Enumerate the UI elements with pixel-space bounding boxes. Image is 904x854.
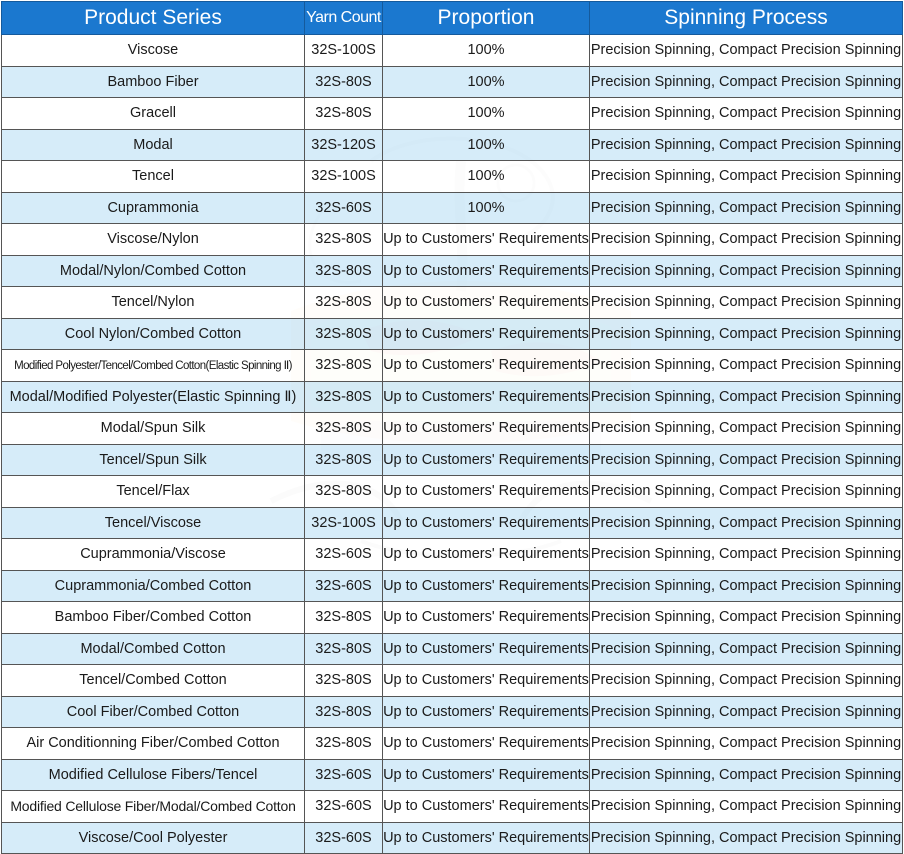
table-row bbox=[2, 255, 903, 287]
proportion-cell: Up to Customers' Requirements bbox=[383, 570, 590, 602]
process-cell: Precision Spinning, Compact Precision Spinning bbox=[590, 98, 903, 130]
proportion-cell: Up to Customers' Requirements bbox=[383, 539, 590, 571]
yarn-count-cell: 32S-80S bbox=[305, 350, 383, 382]
product-cell: Modal/Spun Silk bbox=[2, 413, 305, 445]
table-row bbox=[2, 98, 903, 130]
table-row bbox=[2, 318, 903, 350]
product-cell: Tencel bbox=[2, 161, 305, 193]
yarn-count-cell: 32S-80S bbox=[305, 696, 383, 728]
product-cell: Bamboo Fiber bbox=[2, 66, 305, 98]
product-cell: Air Conditionning Fiber/Combed Cotton bbox=[2, 728, 305, 760]
yarn-count-cell: 32S-100S bbox=[305, 161, 383, 193]
process-cell: Precision Spinning, Compact Precision Spinning bbox=[590, 161, 903, 193]
process-cell: Precision Spinning, Compact Precision Spinning bbox=[590, 350, 903, 382]
table-row bbox=[2, 759, 903, 791]
process-cell: Precision Spinning, Compact Precision Spinning bbox=[590, 192, 903, 224]
table-row bbox=[2, 728, 903, 760]
yarn-count-cell: 32S-100S bbox=[305, 507, 383, 539]
yarn-count-cell: 32S-80S bbox=[305, 287, 383, 319]
proportion-cell: Up to Customers' Requirements bbox=[383, 633, 590, 665]
product-cell: Viscose bbox=[2, 35, 305, 67]
yarn-count-cell: 32S-120S bbox=[305, 129, 383, 161]
yarn-count-cell: 32S-80S bbox=[305, 476, 383, 508]
table-row bbox=[2, 444, 903, 476]
process-cell: Precision Spinning, Compact Precision Spinning bbox=[590, 66, 903, 98]
table-row bbox=[2, 602, 903, 634]
yarn-count-cell: 32S-80S bbox=[305, 633, 383, 665]
proportion-cell: 100% bbox=[383, 161, 590, 193]
proportion-cell: Up to Customers' Requirements bbox=[383, 696, 590, 728]
process-cell: Precision Spinning, Compact Precision Spinning bbox=[590, 633, 903, 665]
product-cell: Modal/Combed Cotton bbox=[2, 633, 305, 665]
table-row bbox=[2, 350, 903, 382]
process-cell: Precision Spinning, Compact Precision Spinning bbox=[590, 539, 903, 571]
table-row bbox=[2, 696, 903, 728]
yarn-count-cell: 32S-80S bbox=[305, 665, 383, 697]
product-cell: Modified Cellulose Fiber/Modal/Combed Cotton bbox=[2, 791, 305, 823]
process-cell: Precision Spinning, Compact Precision Spinning bbox=[590, 570, 903, 602]
proportion-cell: Up to Customers' Requirements bbox=[383, 665, 590, 697]
proportion-cell: Up to Customers' Requirements bbox=[383, 318, 590, 350]
process-cell: Precision Spinning, Compact Precision Spinning bbox=[590, 602, 903, 634]
yarn-count-cell: 32S-60S bbox=[305, 759, 383, 791]
table-row bbox=[2, 633, 903, 665]
process-cell: Precision Spinning, Compact Precision Spinning bbox=[590, 318, 903, 350]
table-row bbox=[2, 287, 903, 319]
yarn-count-cell: 32S-80S bbox=[305, 255, 383, 287]
yarn-count-cell: 32S-60S bbox=[305, 192, 383, 224]
product-cell: Bamboo Fiber/Combed Cotton bbox=[2, 602, 305, 634]
table-row bbox=[2, 539, 903, 571]
product-cell: Cuprammonia bbox=[2, 192, 305, 224]
product-cell: Tencel/Spun Silk bbox=[2, 444, 305, 476]
product-cell: Modal bbox=[2, 129, 305, 161]
yarn-count-cell: 32S-80S bbox=[305, 318, 383, 350]
yarn-count-cell: 32S-100S bbox=[305, 35, 383, 67]
yarn-count-cell: 32S-60S bbox=[305, 822, 383, 854]
table-row bbox=[2, 66, 903, 98]
process-cell: Precision Spinning, Compact Precision Spinning bbox=[590, 35, 903, 67]
table-row bbox=[2, 381, 903, 413]
product-cell: Gracell bbox=[2, 98, 305, 130]
proportion-cell: Up to Customers' Requirements bbox=[383, 507, 590, 539]
yarn-count-cell: 32S-60S bbox=[305, 570, 383, 602]
product-cell: Tencel/Combed Cotton bbox=[2, 665, 305, 697]
table-header-row bbox=[2, 2, 903, 35]
process-cell: Precision Spinning, Compact Precision Spinning bbox=[590, 476, 903, 508]
table-row bbox=[2, 476, 903, 508]
proportion-cell: Up to Customers' Requirements bbox=[383, 444, 590, 476]
product-cell: Modal/Modified Polyester(Elastic Spinning Ⅱ) bbox=[2, 381, 305, 413]
proportion-cell: Up to Customers' Requirements bbox=[383, 791, 590, 823]
product-cell: Tencel/Nylon bbox=[2, 287, 305, 319]
table-row bbox=[2, 507, 903, 539]
product-cell: Modified Polyester/Tencel/Combed Cotton(Elastic Spinning Ⅱ) bbox=[2, 350, 305, 382]
yarn-count-cell: 32S-80S bbox=[305, 728, 383, 760]
table-row bbox=[2, 822, 903, 854]
header-product-series: Product Series bbox=[2, 2, 305, 35]
proportion-cell: Up to Customers' Requirements bbox=[383, 350, 590, 382]
product-cell: Viscose/Cool Polyester bbox=[2, 822, 305, 854]
yarn-count-cell: 32S-80S bbox=[305, 98, 383, 130]
process-cell: Precision Spinning, Compact Precision Spinning bbox=[590, 822, 903, 854]
proportion-cell: 100% bbox=[383, 192, 590, 224]
proportion-cell: Up to Customers' Requirements bbox=[383, 413, 590, 445]
yarn-count-cell: 32S-80S bbox=[305, 602, 383, 634]
table-row bbox=[2, 224, 903, 256]
proportion-cell: Up to Customers' Requirements bbox=[383, 255, 590, 287]
yarn-count-cell: 32S-60S bbox=[305, 791, 383, 823]
proportion-cell: Up to Customers' Requirements bbox=[383, 759, 590, 791]
product-cell: Tencel/Flax bbox=[2, 476, 305, 508]
header-yarn-count: Yarn Count bbox=[305, 2, 383, 35]
table-row bbox=[2, 791, 903, 823]
process-cell: Precision Spinning, Compact Precision Spinning bbox=[590, 255, 903, 287]
product-cell: Viscose/Nylon bbox=[2, 224, 305, 256]
table-row bbox=[2, 192, 903, 224]
yarn-count-cell: 32S-80S bbox=[305, 224, 383, 256]
spec-table-container bbox=[1, 1, 902, 852]
process-cell: Precision Spinning, Compact Precision Spinning bbox=[590, 791, 903, 823]
process-cell: Precision Spinning, Compact Precision Spinning bbox=[590, 224, 903, 256]
process-cell: Precision Spinning, Compact Precision Spinning bbox=[590, 413, 903, 445]
yarn-count-cell: 32S-80S bbox=[305, 381, 383, 413]
process-cell: Precision Spinning, Compact Precision Spinning bbox=[590, 444, 903, 476]
process-cell: Precision Spinning, Compact Precision Spinning bbox=[590, 759, 903, 791]
yarn-count-cell: 32S-60S bbox=[305, 539, 383, 571]
proportion-cell: Up to Customers' Requirements bbox=[383, 602, 590, 634]
process-cell: Precision Spinning, Compact Precision Spinning bbox=[590, 381, 903, 413]
process-cell: Precision Spinning, Compact Precision Spinning bbox=[590, 728, 903, 760]
product-cell: Cuprammonia/Viscose bbox=[2, 539, 305, 571]
table-row bbox=[2, 665, 903, 697]
process-cell: Precision Spinning, Compact Precision Spinning bbox=[590, 696, 903, 728]
proportion-cell: 100% bbox=[383, 98, 590, 130]
proportion-cell: Up to Customers' Requirements bbox=[383, 728, 590, 760]
product-cell: Cuprammonia/Combed Cotton bbox=[2, 570, 305, 602]
product-spec-table bbox=[1, 1, 903, 854]
header-proportion: Proportion bbox=[383, 2, 590, 35]
process-cell: Precision Spinning, Compact Precision Spinning bbox=[590, 129, 903, 161]
yarn-count-cell: 32S-80S bbox=[305, 444, 383, 476]
yarn-count-cell: 32S-80S bbox=[305, 413, 383, 445]
table-row bbox=[2, 129, 903, 161]
proportion-cell: Up to Customers' Requirements bbox=[383, 224, 590, 256]
table-row bbox=[2, 570, 903, 602]
proportion-cell: 100% bbox=[383, 35, 590, 67]
proportion-cell: 100% bbox=[383, 66, 590, 98]
table-row bbox=[2, 35, 903, 67]
process-cell: Precision Spinning, Compact Precision Spinning bbox=[590, 287, 903, 319]
product-cell: Modal/Nylon/Combed Cotton bbox=[2, 255, 305, 287]
table-row bbox=[2, 413, 903, 445]
product-cell: Tencel/Viscose bbox=[2, 507, 305, 539]
product-cell: Modified Cellulose Fibers/Tencel bbox=[2, 759, 305, 791]
proportion-cell: 100% bbox=[383, 129, 590, 161]
header-spinning-process: Spinning Process bbox=[590, 2, 903, 35]
proportion-cell: Up to Customers' Requirements bbox=[383, 476, 590, 508]
product-cell: Cool Nylon/Combed Cotton bbox=[2, 318, 305, 350]
proportion-cell: Up to Customers' Requirements bbox=[383, 287, 590, 319]
product-cell: Cool Fiber/Combed Cotton bbox=[2, 696, 305, 728]
process-cell: Precision Spinning, Compact Precision Spinning bbox=[590, 507, 903, 539]
process-cell: Precision Spinning, Compact Precision Spinning bbox=[590, 665, 903, 697]
yarn-count-cell: 32S-80S bbox=[305, 66, 383, 98]
proportion-cell: Up to Customers' Requirements bbox=[383, 381, 590, 413]
table-row bbox=[2, 161, 903, 193]
proportion-cell: Up to Customers' Requirements bbox=[383, 822, 590, 854]
